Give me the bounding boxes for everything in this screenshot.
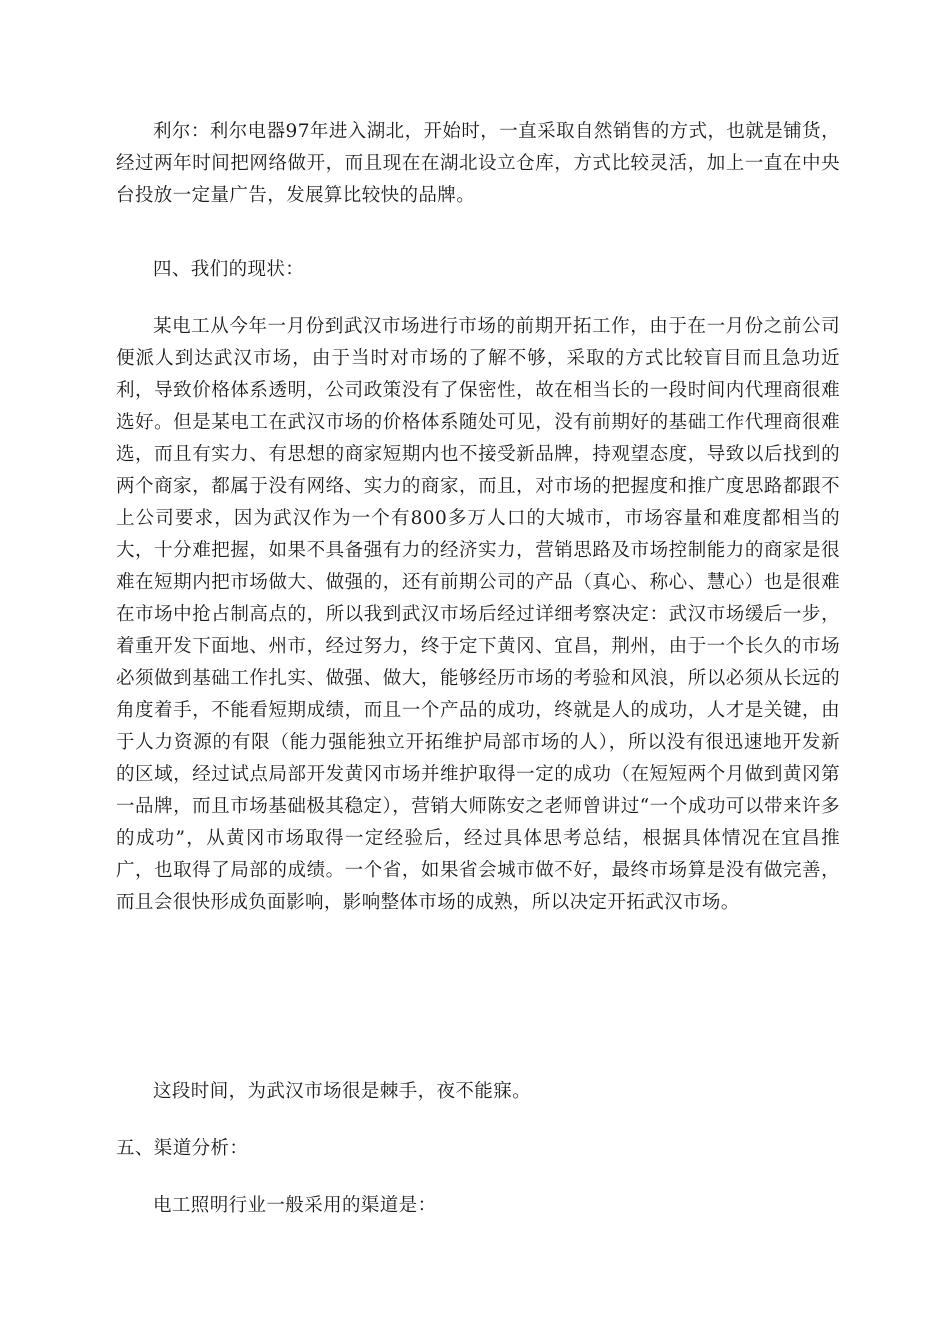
paragraph-lier-overview: 利尔：利尔电器97年进入湖北，开始时，一直采取自然销售的方式，也就是铺货，经过两年时间把网络做开，而且现在在湖北设立仓库，方式比较灵活，加上一直在中央台投放一定量广告，发展算比较快的品牌。 [116, 121, 840, 206]
paragraph-current-status-body: 某电工从今年一月份到武汉市场进行市场的前期开拓工作，由于在一月份之前公司便派人到达武汉市场，由于当时对市场的了解不够，采取的方式比较盲目而且急功近利，导致价格体系透明，公司政策没有了保密性，故在相当长的一段时间内代理商很难选好。但是某电工在武汉市场的价格体系随处可见，没有前期好的基础工作代理商很难选，而且有实力、有思想的商家短期内也不接受新品牌，持观望态度，导致以后找到的两个商家，都属于没有网络、实力的商家，而且，对市场的把握度和推广度思路都跟不上公司要求，因为武汉作为一个有800多万人口的大城市，市场容量和难度都相当的大，十分难把握，如果不具备强有力的经济实力，营销思路及市场控制能力的商家是很难在短期内把市场做大、做强的，还有前期公司的产品（真心、称心、慧心）也是很难在市场中抢占制高点的，所以我到武汉市场后经过详细考察决定：武汉市场缓后一步，着重开发下面地、州市，经过努力，终于定下黄冈、宜昌，荆州，由于一个长久的市场必须做到基础工作扎实、做强、做大，能够经历市场的考验和风浪，所以必须从长远的角度着手，不能看短期成绩，而且一个产品的成功，终就是人的成功，人才是关键，由于人力资源的有限（能力强能独立开拓维护局部市场的人），所以没有很迅速地开发新的区域，经过试点局部开发黄冈市场并维护取得一定的成功（在短短两个月做到黄冈第一品牌，而且市场基础极其稳定），营销大师陈安之老师曾讲过“一个成功可以带来许多的成功”，从黄冈市场取得一定经验后，经过具体思考总结，根据具体情况在宜昌推广，也取得了局部的成绩。一个省，如果省会城市做不好，最终市场算是没有做完善，而且会很快形成负面影响，影响整体市场的成熟，所以决定开拓武汉市场。 [116, 316, 840, 913]
paragraph-channel-intro: 电工照明行业一般采用的渠道是： [153, 1195, 437, 1216]
section-heading-channel-analysis: 五、渠道分析： [116, 1138, 249, 1159]
section-heading-current-status: 四、我们的现状： [153, 259, 305, 280]
paragraph-wuhan-difficulty: 这段时间，为武汉市场很是棘手，夜不能寐。 [153, 1081, 532, 1102]
